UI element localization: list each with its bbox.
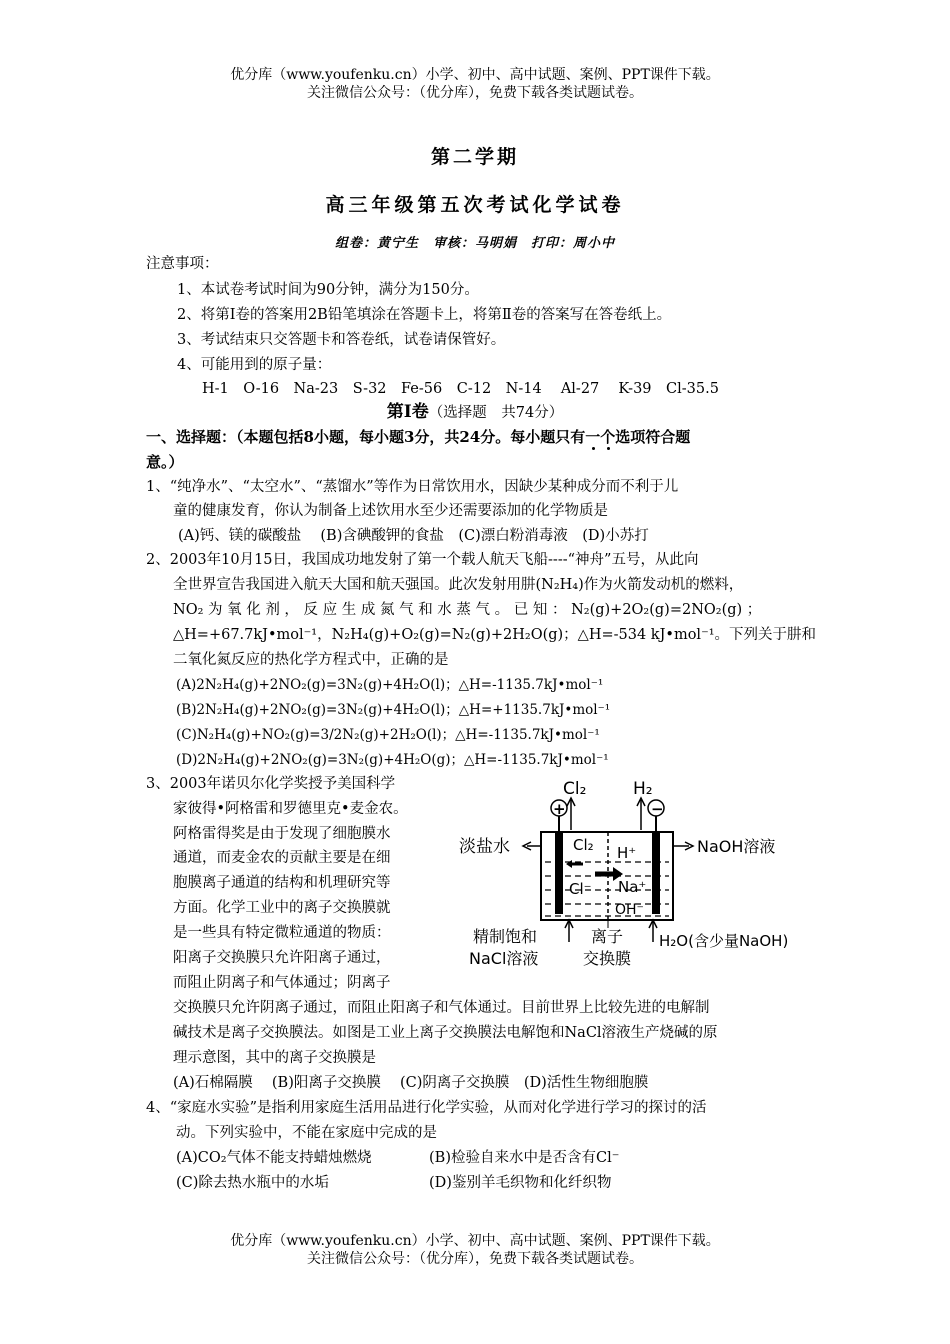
diagram-brine-outlet-label: 淡盐水 xyxy=(459,837,510,857)
q4-option-a: (A)CO₂气体不能支持蜡烛燃烧 xyxy=(176,1150,372,1166)
diagram-naoh-outlet-label: NaOH溶液 xyxy=(697,837,776,856)
q2-option-a: (A)2N₂H₄(g)+2NO₂(g)=3N₂(g)+4H₂O(l)；△H=-1135.7kJ•mol⁻¹ xyxy=(176,677,604,693)
atomic-masses: H-1 O-16 Na-23 S-32 Fe-56 C-12 N-14 Al-27 K-39 Cl-35.5 xyxy=(202,381,719,397)
diagram-cl-minus-label: Cl⁻ xyxy=(569,880,592,898)
q4-option-d: (D)鉴别羊毛织物和化纤织物 xyxy=(429,1175,612,1191)
section-one-text-end: 选项符合题 xyxy=(615,428,691,446)
footer-line-1: 优分库（www.youfenku.cn）小学、初中、高中试题、案例、PPT课件下载。 xyxy=(230,1233,720,1249)
exam-title: 高三年级第五次考试化学试卷 xyxy=(325,194,625,216)
electrolyte-solution xyxy=(545,862,669,916)
anode-plus-sign: + xyxy=(553,800,566,818)
q3-line-3: 阿格雷得奖是由于发现了细胞膜水 xyxy=(173,826,391,842)
q4-line-1: 4、“家庭水实验”是指利用家庭生活用品进行化学实验，从而对化学进行学习的探讨的活 xyxy=(146,1100,707,1116)
q2-line-1: 2、2003年10月15日，我国成功地发射了第一个载人航天飞船----“神舟”五号，从此向 xyxy=(146,552,699,568)
section-one-heading-end: 意。） xyxy=(146,453,184,471)
q3-line-9: 而阻止阴离子和气体通过；阴离子 xyxy=(173,975,391,991)
note-item-3: 3、考试结束只交答题卡和答卷纸，试卷请保管好。 xyxy=(177,332,506,348)
diagram-cl2-top-label: Cl₂ xyxy=(563,779,587,799)
q3-line-1: 3、2003年诺贝尔化学奖授予美国科学 xyxy=(146,776,396,792)
q3-options: (A)石棉隔膜 (B)阳离子交换膜 (C)阴离子交换膜 (D)活性生物细胞膜 xyxy=(173,1075,649,1091)
q1-line-2: 童的健康发育，你认为制备上述饮用水至少还需要添加的化学物质是 xyxy=(173,503,608,519)
part-one-heading xyxy=(0,403,950,422)
diagram-membrane-label-1: 离子 xyxy=(591,927,624,946)
q3-line-2: 家彼得•阿格雷和罗德里克•麦金农。 xyxy=(173,801,408,817)
q3-line-4: 通道，而麦金农的贡献主要是在细 xyxy=(173,850,391,866)
q3-line-6: 方面。化学工业中的离子交换膜就 xyxy=(173,900,391,916)
q2-line-5: 二氧化氮反应的热化学方程式中，正确的是 xyxy=(173,652,449,668)
section-one-heading xyxy=(146,428,690,446)
q4-option-c: (C)除去热水瓶中的水垢 xyxy=(176,1175,329,1191)
diagram-membrane-label-2: 交换膜 xyxy=(583,949,632,968)
diagram-h2-top-label: H₂ xyxy=(633,779,653,799)
q2-option-b: (B)2N₂H₄(g)+2NO₂(g)=3N₂(g)+4H₂O(l)；△H=+1135.7kJ•mol⁻¹ xyxy=(176,702,611,718)
anode-electrode xyxy=(555,832,563,914)
diagram-cl2-inner-label: Cl₂ xyxy=(573,836,594,854)
q1-line-1: 1、“纯净水”、“太空水”、“蒸馏水”等作为日常饮用水，因缺少某种成分而不利于儿 xyxy=(146,479,679,495)
emphasis-char-2: 个 xyxy=(600,428,616,446)
note-item-4: 4、可能用到的原子量： xyxy=(177,357,332,373)
note-item-1: 1、本试卷考试时间为90分钟，满分为150分。 xyxy=(177,282,479,298)
note-item-2: 2、将第Ⅰ卷的答案用2B铅笔填涂在答题卡上，将第Ⅱ卷的答案写在答卷纸上。 xyxy=(177,307,672,323)
q2-line-4: △H=+67.7kJ•mol⁻¹，N₂H₄(g)+O₂(g)=N₂(g)+2H₂O(g)；△H=-534 kJ•mol⁻¹。下列关于肼和 xyxy=(173,627,817,643)
q3-line-8: 阳离子交换膜只允许阳离子通过， xyxy=(173,950,391,966)
section-one-text: 一、选择题：（本题包括8小题，每小题3分，共24分。每小题只有 xyxy=(146,428,586,446)
q3-line-11: 碱技术是离子交换膜法。如图是工业上离子交换膜法电解饱和NaCl溶液生产烧碱的原 xyxy=(173,1025,718,1041)
staff-line: 组卷：黄宁生 审核：马明娟 打印：周小中 xyxy=(334,236,615,251)
cathode-electrode xyxy=(652,832,660,914)
header-line-1: 优分库（www.youfenku.cn）小学、初中、高中试题、案例、PPT课件下载。 xyxy=(230,67,720,83)
q4-option-b: (B)检验自来水中是否含有Cl⁻ xyxy=(429,1150,620,1166)
electrolysis-diagram xyxy=(455,770,810,975)
part-one-title: 第Ⅰ卷 xyxy=(386,402,429,422)
footer-line-2: 关注微信公众号：（优分库），免费下载各类试题试卷。 xyxy=(307,1251,643,1267)
q3-line-7: 是一些具有特定微粒通道的物质： xyxy=(173,925,391,941)
q2-line-2: 全世界宣告我国进入航天大国和航天强国。此次发射用肼(N₂H₄)作为火箭发动机的燃料， xyxy=(173,577,744,593)
q2-option-c: (C)N₂H₄(g)+NO₂(g)=3/2N₂(g)+2H₂O(l)；△H=-1135.7kJ•mol⁻¹ xyxy=(176,727,600,743)
q3-line-10: 交换膜只允许阴离子通过，而阻止阳离子和气体通过。目前世界上比较先进的电解制 xyxy=(173,1000,710,1016)
header-line-2: 关注微信公众号：（优分库），免费下载各类试题试卷。 xyxy=(307,85,643,101)
diagram-oh-minus-label: OH⁻ xyxy=(615,902,644,918)
diagram-water-inlet-label: H₂O(含少量NaOH) xyxy=(659,932,789,950)
diagram-feed-label-2: NaCl溶液 xyxy=(469,949,539,968)
q1-options: (A)钙、镁的碳酸盐 (B)含碘酸钾的食盐 (C)漂白粉消毒液 (D)小苏打 xyxy=(178,528,649,544)
diagram-feed-label-1: 精制饱和 xyxy=(473,927,538,946)
emphasis-char-1: 一 xyxy=(585,428,601,446)
q2-line-3: NO₂ 为 氧 化 剂 ， 反 应 生 成 氮 气 和 水 蒸 气 。 已 知 ： N₂(g)+2O₂(g)=2NO₂(g) ； xyxy=(173,602,762,618)
notes-heading: 注意事项： xyxy=(146,256,219,272)
part-one-subtitle: （选择题 共74分） xyxy=(428,405,564,421)
diagram-h-plus-label: H⁺ xyxy=(617,844,637,862)
cathode-minus-sign: − xyxy=(651,800,664,818)
q4-line-2: 动。下列实验中，不能在家庭中完成的是 xyxy=(176,1125,437,1141)
q2-option-d: (D)2N₂H₄(g)+2NO₂(g)=3N₂(g)+4H₂O(g)；△H=-1135.7kJ•mol⁻¹ xyxy=(176,752,609,768)
q3-line-12: 理示意图，其中的离子交换膜是 xyxy=(173,1050,376,1066)
term-title: 第二学期 xyxy=(430,146,519,168)
q3-line-5: 胞膜离子通道的结构和机理研究等 xyxy=(173,875,391,891)
diagram-na-plus-label: Na⁺ xyxy=(618,878,647,896)
